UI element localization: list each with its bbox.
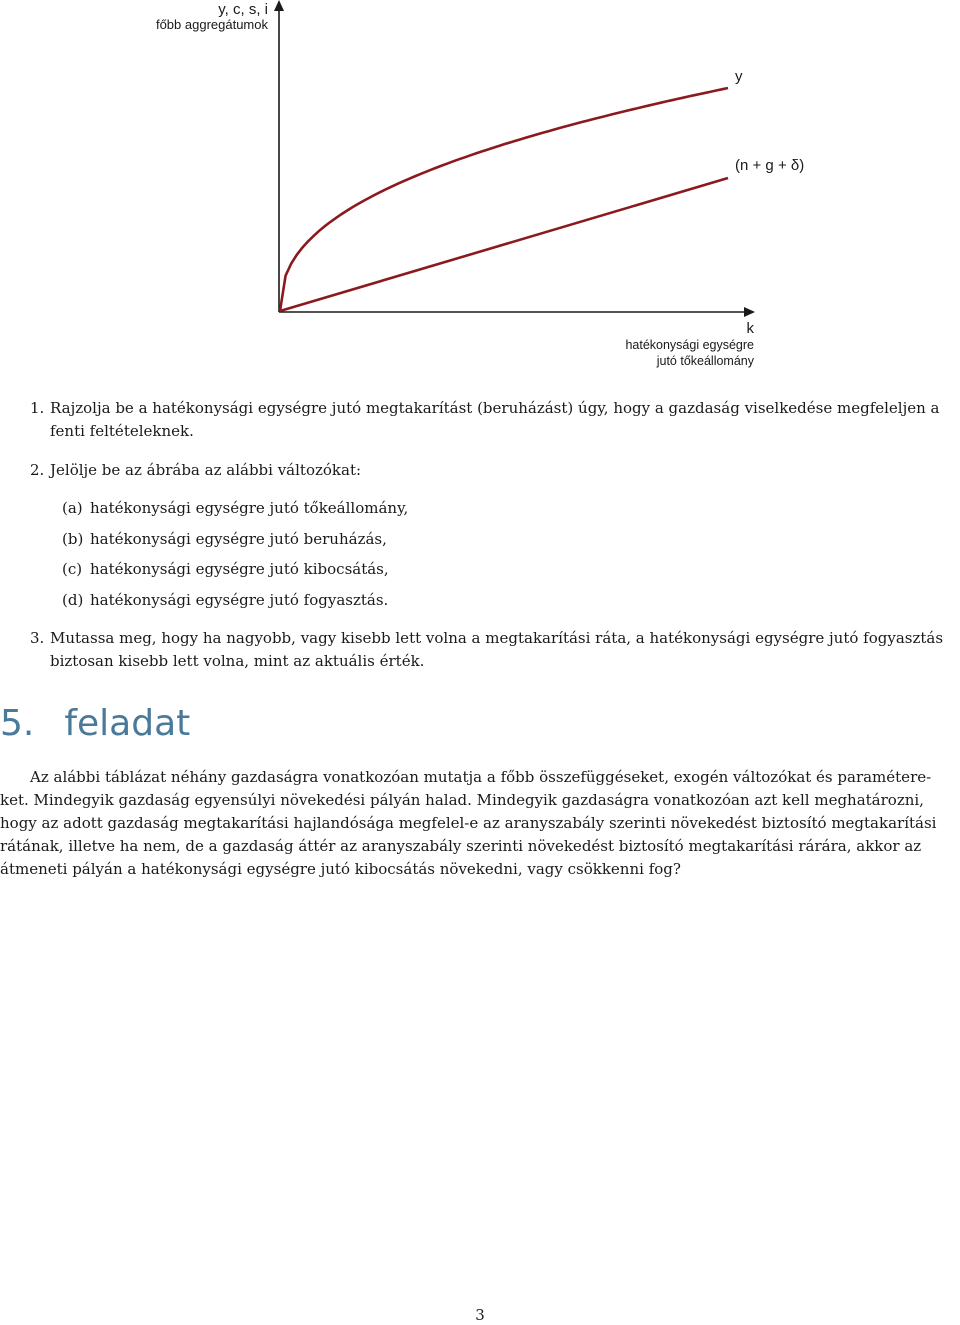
break-even-investment-line <box>280 178 728 311</box>
subitem-label: (a) <box>62 499 83 517</box>
line-label: (n + g + δ) <box>735 157 805 174</box>
section-heading <box>0 700 190 748</box>
x-axis-subtitle-line1: hatékonysági egységre <box>625 338 754 352</box>
x-axis-title: k <box>746 320 754 337</box>
y-axis-arrow <box>274 0 284 11</box>
section-number: 5. <box>0 703 35 744</box>
x-axis-arrow <box>744 307 755 317</box>
task-paragraph <box>0 766 960 881</box>
task-text-line2: biztosan kisebb lett volna, mint az aktuális érték. <box>50 652 425 670</box>
section-title: feladat <box>64 703 191 744</box>
page-number: 3 <box>475 1306 485 1324</box>
subitem-text: hatékonysági egységre jutó fogyasztás. <box>90 591 389 609</box>
subitem-text: hatékonysági egységre jutó tőkeállomány, <box>90 499 409 517</box>
task-1 <box>30 397 960 443</box>
paragraph-line4: rátának, illetve ha nem, de a gazdaság áttér az aranyszabály szerinti növekedést biztosító megtakarítási rárára, akkor az <box>0 837 922 855</box>
y-axis-title: y, c, s, i <box>218 1 268 18</box>
solow-diagram <box>0 0 960 380</box>
task-text-line1: Jelölje be az ábrába az alábbi változókat: <box>50 461 362 479</box>
task-number: 1. <box>30 399 45 417</box>
subitem-label: (c) <box>62 560 83 578</box>
task-text-line2: fenti feltételeknek. <box>50 422 194 440</box>
paragraph-line2: ket. Mindegyik gazdaság egyensúlyi növekedési pályán halad. Mindegyik gazdaságra vonatkozóan azt kell meghatározni, <box>0 791 924 809</box>
subitem-text: hatékonysági egységre jutó kibocsátás, <box>90 560 389 578</box>
x-axis-subtitle-line2: jutó tőkeállomány <box>656 354 754 368</box>
paragraph-line3: hogy az adott gazdaság megtakarítási hajlandósága megfelel-e az aranyszabály szerinti növekedést biztosító megtakarítási <box>0 814 937 832</box>
task-3 <box>30 627 960 673</box>
y-axis-subtitle: főbb aggregátumok <box>155 17 268 32</box>
paragraph-line1: Az alábbi táblázat néhány gazdaságra vonatkozóan mutatja a főbb összefüggéseket, exogén változókat és paramétere- <box>30 768 932 786</box>
subitem-label: (d) <box>62 591 84 609</box>
curve-label: y <box>735 68 743 85</box>
task-2 <box>30 459 930 482</box>
diagram-svg <box>0 0 960 380</box>
task-number: 3. <box>30 629 45 647</box>
production-function-curve <box>280 88 728 311</box>
task-number: 2. <box>30 461 45 479</box>
task-text-line1: Mutassa meg, hogy ha nagyobb, vagy kisebb lett volna a megtakarítási ráta, a hatékonysági egységre jutó fogyasztás <box>50 629 944 647</box>
task-text-line1: Rajzolja be a hatékonysági egységre jutó megtakarítást (beruházást) úgy, hogy a gazdaság viselkedése megfeleljen a <box>50 399 940 417</box>
subitem-label: (b) <box>62 530 84 548</box>
paragraph-line5: átmeneti pályán a hatékonysági egységre jutó kibocsátás növekedni, vagy csökkenni fog? <box>0 860 681 878</box>
subitem-text: hatékonysági egységre jutó beruházás, <box>90 530 387 548</box>
